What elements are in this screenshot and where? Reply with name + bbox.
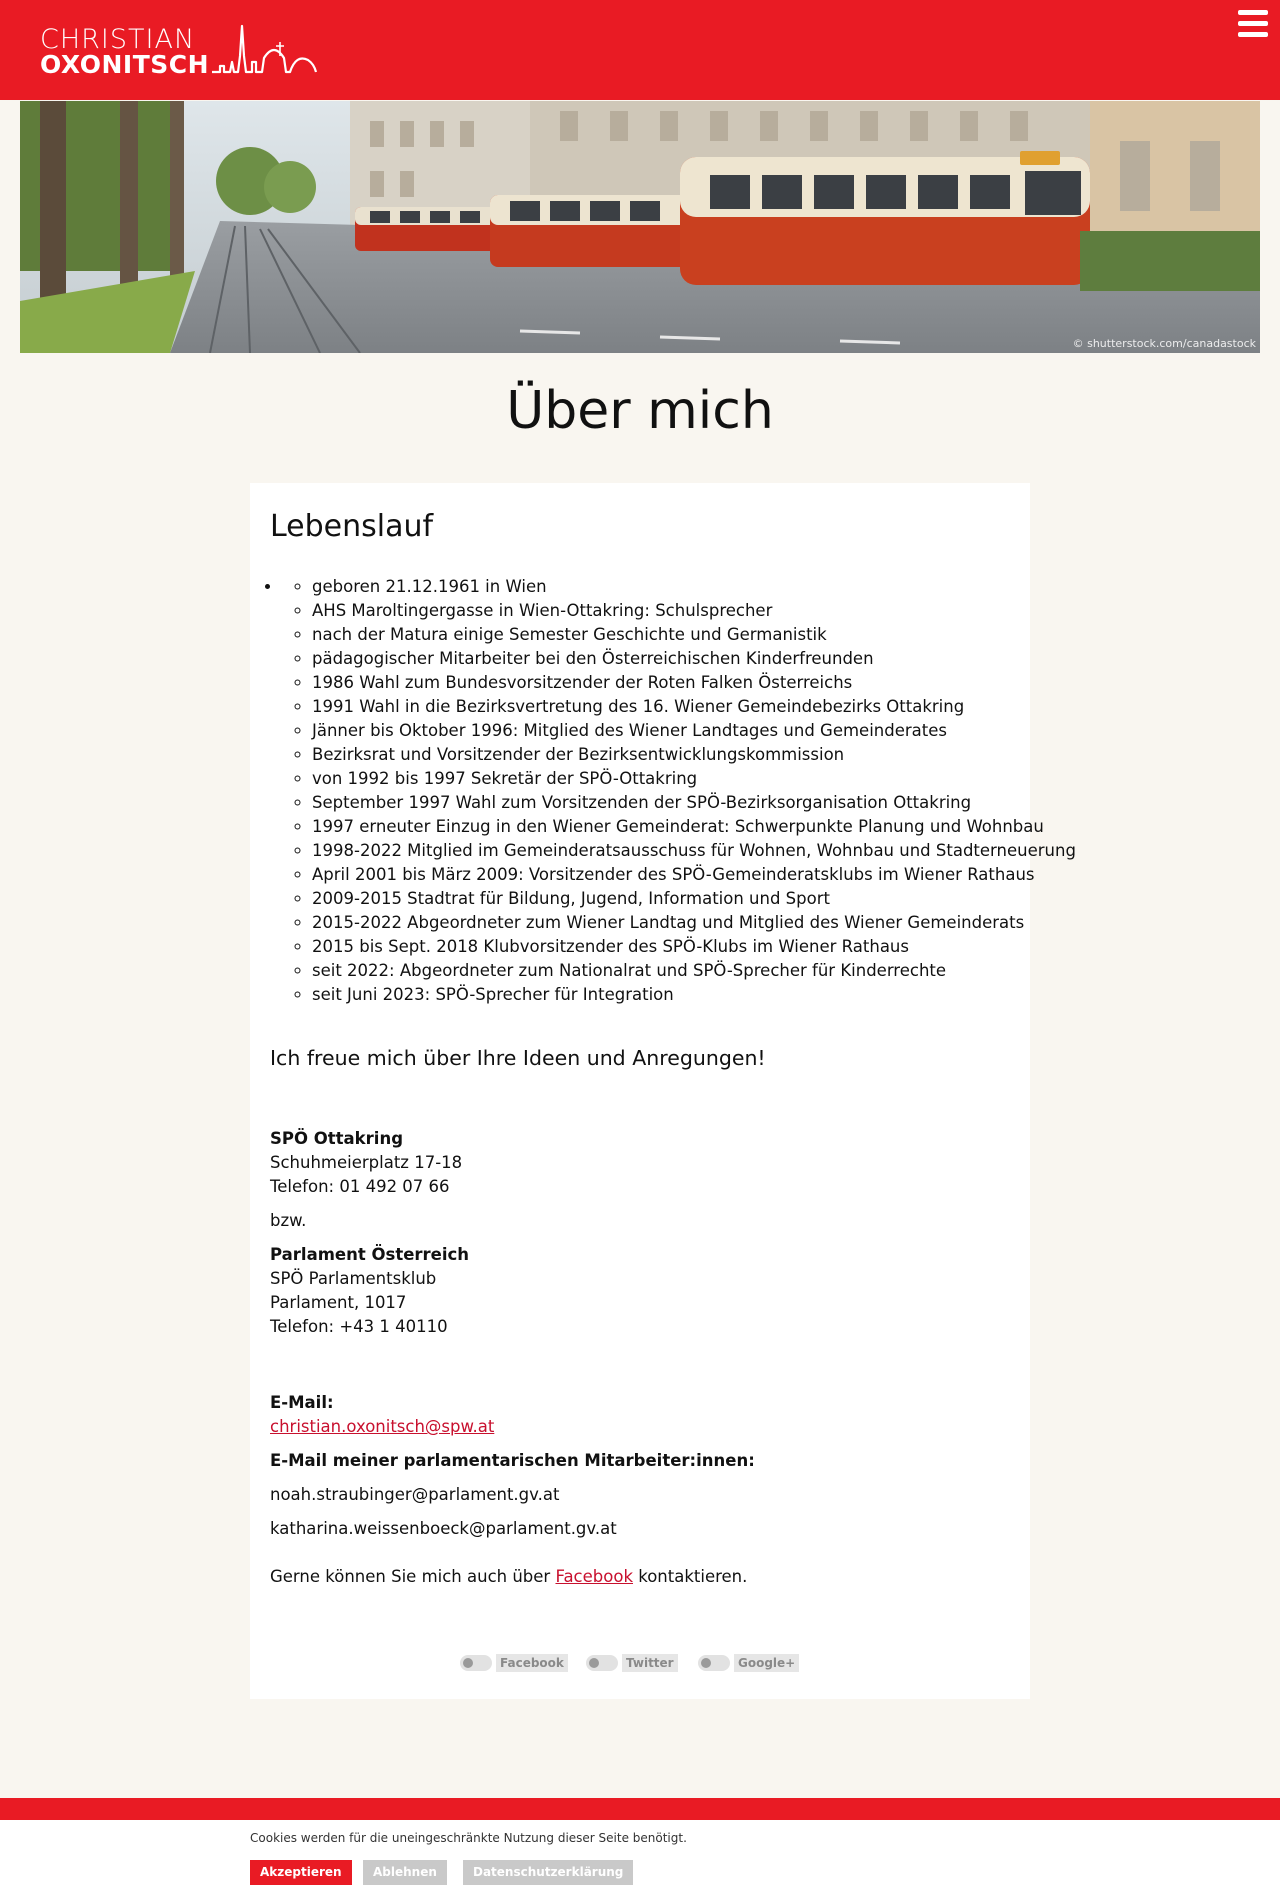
- cv-item: ◦ AHS Maroltingergasse in Wien-Ottakring: Schulsprecher: [312, 599, 1030, 623]
- image-credit: © shutterstock.com/canadastock: [1072, 337, 1256, 350]
- cookie-accept-button[interactable]: Akzeptieren: [250, 1860, 352, 1885]
- menu-button[interactable]: [1236, 10, 1270, 42]
- separator-text: bzw.: [270, 1211, 307, 1230]
- site-logo[interactable]: [40, 22, 320, 80]
- facebook-share-toggle[interactable]: [460, 1653, 568, 1673]
- cv-items: [282, 575, 1076, 1007]
- cv-item: ◦ 2009-2015 Stadtrat für Bildung, Jugend, Information und Sport: [312, 887, 1030, 911]
- facebook-prefix: Gerne können Sie mich auch über: [270, 1567, 556, 1586]
- cv-item: ◦ Bezirksrat und Vorsitzender der Bezirksentwicklungskommission: [312, 743, 1030, 767]
- twitter-share-toggle[interactable]: [586, 1653, 678, 1673]
- cv-list: [270, 575, 1076, 1007]
- hero-image: [20, 101, 1260, 353]
- cv-item: ◦ von 1992 bis 1997 Sekretär der SPÖ-Ottakring: [312, 767, 1030, 791]
- staff-email-2: katharina.weissenboeck@parlament.gv.at: [270, 1519, 617, 1538]
- cv-item: ◦ nach der Matura einige Semester Geschichte und Germanistik: [312, 623, 1030, 647]
- greeting-text: Ich freue mich über Ihre Ideen und Anregungen!: [270, 1046, 766, 1070]
- content-card: [250, 483, 1076, 1699]
- logo-last-name: OXONITSCH: [40, 50, 210, 79]
- footer: [0, 1798, 1280, 1820]
- cv-item: ◦ Jänner bis Oktober 1996: Mitglied des Wiener Landtages und Gemeinderates: [312, 719, 1030, 743]
- privacy-policy-button[interactable]: Datenschutzerklärung: [463, 1860, 633, 1885]
- email-label: E-Mail:: [270, 1393, 334, 1412]
- cv-item: ◦ 1991 Wahl in die Bezirksvertretung des 16. Wiener Gemeindebezirks Ottakring: [312, 695, 1030, 719]
- cookie-decline-button[interactable]: Ablehnen: [363, 1860, 447, 1885]
- staff-email-label: E-Mail meiner parlamentarischen Mitarbeiter:innen:: [270, 1451, 755, 1470]
- cv-list-wrapper: [282, 575, 1076, 1007]
- social-share-toggles: [250, 1653, 1030, 1673]
- parliament-address: [270, 1243, 1030, 1339]
- logo-first-name: CHRISTIAN: [40, 24, 196, 55]
- hamburger-icon: [1238, 10, 1268, 15]
- cv-item: ◦ seit Juni 2023: SPÖ-Sprecher für Integration: [312, 983, 1030, 1007]
- cv-item: ◦ 1986 Wahl zum Bundesvorsitzender der Roten Falken Österreichs: [312, 671, 1030, 695]
- googleplus-share-toggle[interactable]: [698, 1653, 799, 1673]
- parliament-name: Parlament Österreich: [270, 1245, 470, 1264]
- cv-item: ◦ 2015-2022 Abgeordneter zum Wiener Landtag und Mitglied des Wiener Gemeinderats: [312, 911, 1030, 935]
- cv-item: ◦ 1998-2022 Mitglied im Gemeinderatsausschuss für Wohnen, Wohnbau und Stadterneuerung: [312, 839, 1030, 863]
- cv-item: ◦ 2015 bis Sept. 2018 Klubvorsitzender des SPÖ-Klubs im Wiener Rathaus: [312, 935, 1030, 959]
- twitter-share-label: Twitter: [622, 1654, 678, 1672]
- toggle-switch-icon: [460, 1655, 492, 1671]
- site-header: [0, 0, 1280, 100]
- cv-item: ◦ • geboren 21.12.1961 in Wien: [312, 575, 1030, 599]
- tram-street-illustration: [20, 101, 1260, 353]
- spo-street: Schuhmeierplatz 17-18: [270, 1153, 463, 1172]
- cookie-banner: [0, 1820, 1280, 1894]
- cv-item: ◦ pädagogischer Mitarbeiter bei den Österreichischen Kinderfreunden: [312, 647, 1030, 671]
- toggle-switch-icon: [586, 1655, 618, 1671]
- email-block: [270, 1391, 1030, 1589]
- parliament-phone: Telefon: +43 1 40110: [270, 1317, 448, 1336]
- cv-item: ◦ September 1997 Wahl zum Vorsitzenden der SPÖ-Bezirksorganisation Ottakring: [312, 791, 1030, 815]
- facebook-link[interactable]: Facebook: [555, 1567, 633, 1586]
- parliament-address-line: Parlament, 1017: [270, 1293, 407, 1312]
- cookie-message: Cookies werden für die uneingeschränkte Nutzung dieser Seite benötigt.: [250, 1831, 687, 1845]
- cv-item: ◦ April 2001 bis März 2009: Vorsitzender des SPÖ-Gemeinderatsklubs im Wiener Rathaus: [312, 863, 1030, 887]
- facebook-share-label: Facebook: [496, 1654, 568, 1672]
- parliament-club: SPÖ Parlamentsklub: [270, 1269, 437, 1288]
- googleplus-share-label: Google+: [734, 1654, 799, 1672]
- staff-email-1: noah.straubinger@parlament.gv.at: [270, 1485, 560, 1504]
- facebook-suffix: kontaktieren.: [633, 1567, 748, 1586]
- facebook-contact-line: [270, 1565, 1030, 1589]
- cv-heading: Lebenslauf: [270, 509, 434, 544]
- spo-phone: Telefon: 01 492 07 66: [270, 1177, 450, 1196]
- toggle-switch-icon: [698, 1655, 730, 1671]
- cv-item: ◦ seit 2022: Abgeordneter zum Nationalrat und SPÖ-Sprecher für Kinderrechte: [312, 959, 1030, 983]
- spo-name: SPÖ Ottakring: [270, 1129, 404, 1148]
- spo-ottakring-address: [270, 1127, 1030, 1199]
- email-link[interactable]: christian.oxonitsch@spw.at: [270, 1417, 495, 1436]
- cv-item: ◦ 1997 erneuter Einzug in den Wiener Gemeinderat: Schwerpunkte Planung und Wohnbau: [312, 815, 1030, 839]
- vienna-skyline-icon: [210, 22, 320, 78]
- page-title: Über mich: [506, 381, 774, 441]
